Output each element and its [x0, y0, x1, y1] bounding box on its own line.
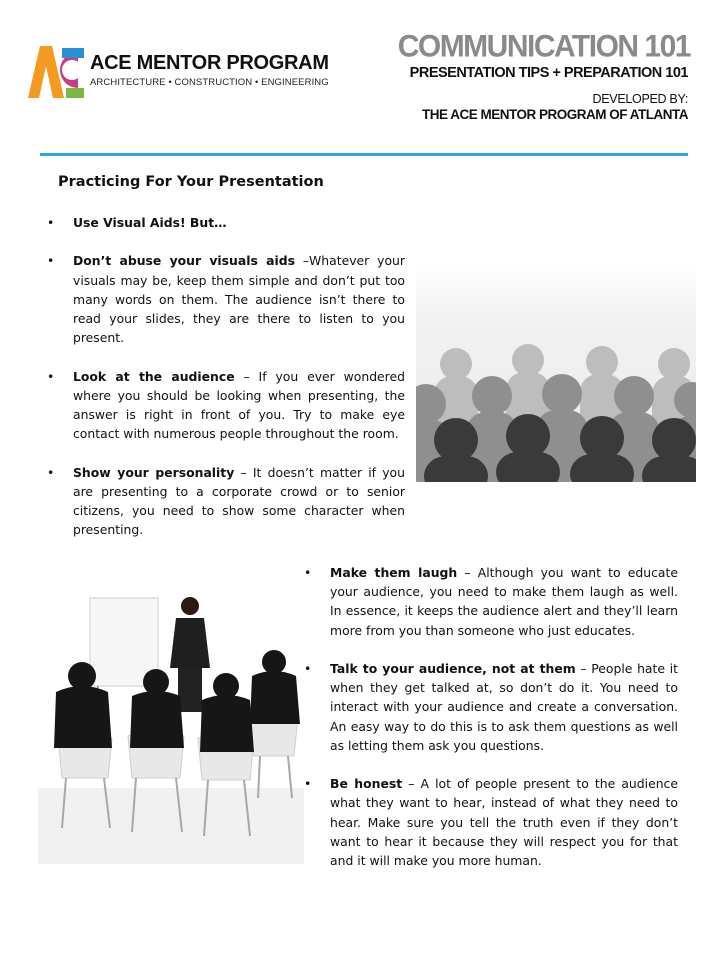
bullet: • [304, 661, 312, 676]
tip-heading: Talk to your audience, not at them [330, 661, 576, 676]
list-item [304, 774, 678, 870]
developed-by-label: DEVELOPED BY: [592, 92, 688, 106]
bullet: • [47, 215, 55, 230]
tip-text: – A lot of people present to the audience what they want to hear, instead of what they need to hear. Make sure you tell the truth even if they don’t want to hear it because they will respect you for that and it will make you more human. [330, 776, 678, 869]
tip-text: – If you ever wondered where you should be looking when presenting, the answer is right in front of you. Try to make eye contact with numerous people throughout the room. [73, 368, 405, 442]
course-subtitle: PRESENTATION TIPS + PREPARATION 101 [409, 65, 688, 81]
course-title: COMMUNICATION 101 [397, 29, 690, 64]
ace-logo [26, 44, 86, 100]
org-tagline: ARCHITECTURE • CONSTRUCTION • ENGINEERING [90, 77, 329, 88]
audience-silhouettes-image [416, 264, 696, 482]
left-tips-list [47, 213, 405, 559]
tip-heading: Look at the audience [73, 368, 235, 384]
bullet: • [304, 565, 312, 580]
list-item [304, 659, 678, 755]
bullet: • [47, 368, 55, 384]
tip-heading: Don’t abuse your visuals aids [73, 253, 295, 269]
tip-text: –Whatever your visuals may be, keep them simple and don’t put too many words on them. The audience isn’t there to read your slides, they are there to listen to you present. [73, 253, 405, 346]
org-name: ACE MENTOR PROGRAM [90, 52, 329, 74]
tip-heading: Show your personality [73, 464, 235, 480]
bullet: • [47, 253, 55, 269]
list-item [47, 367, 405, 444]
tip-text: – People hate it when they get talked at, so don’t do it. You need to interact with your audience and create a conversation. An easy way to do this is to ask them questions as well as letting them ask you questions. [330, 661, 678, 753]
tip-text: – It doesn’t matter if you are presenting to a corporate crowd or to senior citizens, you need to show some character when presenting. [73, 464, 405, 538]
right-tips-list [304, 563, 678, 889]
header-divider [40, 153, 688, 156]
developer-name: THE ACE MENTOR PROGRAM OF ATLANTA [422, 107, 688, 122]
bullet: • [47, 464, 55, 480]
section-title: Practicing For Your Presentation [58, 174, 324, 190]
tip-heading: Be honest [330, 776, 403, 792]
list-item [47, 213, 405, 232]
list-item [47, 463, 405, 540]
tip-heading: Make them laugh [330, 565, 458, 580]
list-item [304, 563, 678, 640]
tip-heading: Use Visual Aids! But… [73, 215, 227, 230]
presenter-and-audience-photo [38, 588, 304, 864]
list-item [47, 251, 405, 347]
bullet: • [304, 776, 312, 792]
tip-text: – Although you want to educate your audience, you need to make them laugh as well. In essence, it keeps the audience alert and they’ll learn more from you than someone who just educates. [330, 565, 678, 638]
